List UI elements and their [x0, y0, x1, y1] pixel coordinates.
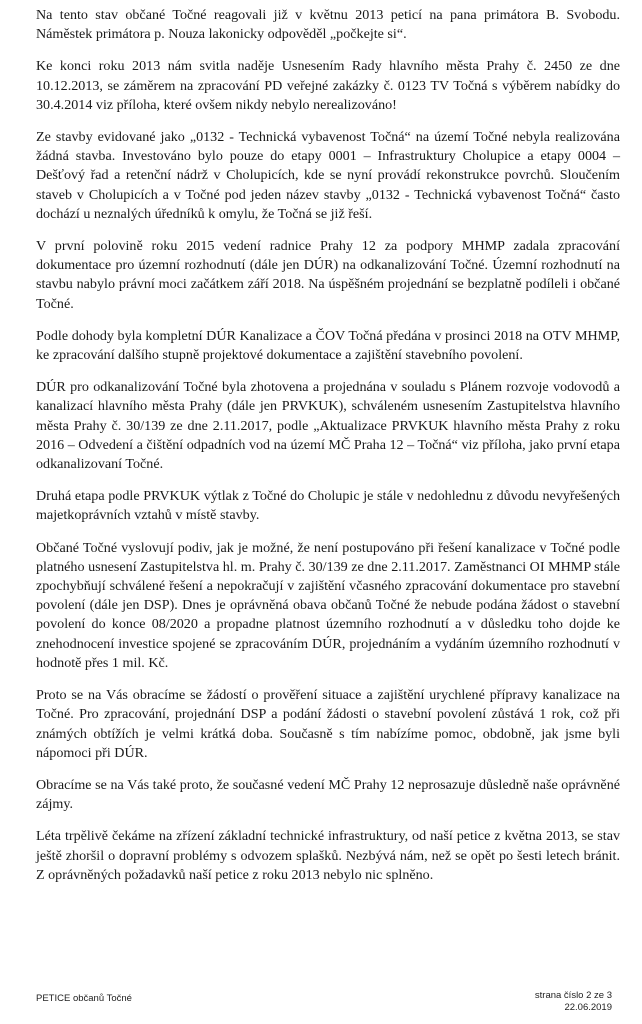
footer-page-number: strana číslo 2 ze 3	[534, 990, 612, 1001]
paragraph-second-stage: Druhá etapa podle PRVKUK výtlak z Točné do Cholupic je stále v nedohlednu z důvodu nevyřešených majetkoprávních vztahů v místě stavby.	[36, 488, 620, 524]
paragraph-prvkuk: DÚR pro odkanalizování Točné byla zhotovena a projednána v souladu s Plánem rozvoje vodovodů a kanalizací hlavního města Prahy (dále jen PRVKUK), schváleném usnesením Zastupitelstva hlavního města Prahy č. 30/139 ze dne 2.11.2017, podle „Aktualizace PRVKUK hlavního města Prahy z roku 2016 – Odvedení a čištění odpadních vod na území MČ Praha 12 – Točná“ viz příloha, jako první etapa odkanalizovaní Točné.	[36, 379, 620, 473]
paragraph-construction-0132: Ze stavby evidované jako „0132 - Technická vybavenost Točná“ na území Točné nebyla realizována žádná stavba. Investováno bylo pouze do etapy 0001 – Infrastruktury Cholupice a etapy 0004 – Dešťový řad a retenční nádrž v Cholupicích, kde se nyní provádí rekonstrukce povrchů. Sloučením staveb v Cholupicích a v Točné pod jeden název stavby „0132 - Technická vybavenost Točná“ často dochází u neznalých úředníků k omylu, že Točná se již řeší.	[36, 129, 620, 222]
paragraph-district-leadership: Obracíme se na Vás také proto, že současné vedení MČ Prahy 12 neprosazuje důsledně naše oprávněné zájmy.	[36, 776, 620, 813]
paragraph-dur-handover: Podle dohody byla kompletní DÚR Kanalizace a ČOV Točná předána v prosinci 2018 na OTV MHMP, ke zpracování dalšího stupně projektové dokumentace a zajištění stavebního povolení.	[36, 327, 620, 364]
paragraph-request: Proto se na Vás obracíme se žádostí o prověření situace a zajištění urychlené přípravy kanalizace na Točné. Pro zpracování, projednání DSP a podání žádosti o stavební povolení zůstává 1 rok, což při známých obtížích je velmi krátká doba. Současně s tím nabízíme pomoc, obdobně, jak jsme byli nápomoci při DÚR.	[36, 687, 620, 761]
footer-page-info	[535, 990, 612, 1014]
footer-petition-label: PETICE občanů Točné	[36, 993, 132, 1004]
paragraph-citizens-concern: Občané Točné vyslovují podiv, jak je možné, že není postupováno při řešení kanalizace v Točné podle platného usnesení Zastupitelstva hl. m. Prahy č. 30/139 ze dne 2.11.2017. Zaměstnanci OI MHMP stále zpochybňují schválené řešení a nepokračují v zajištění včasného zpracování dokumentace pro stavební povolení (dále jen DSP). Dnes je oprávněná obava občanů Točné že nebude podána žádost o stavební povolení do konce 08/2020 a propadne platnost územního rozhodnutí a v důsledku toho dojde ke znehodnocení investice spojené se zpracováním DÚR, projednáním a vydáním územního rozhodnutí v hodnotě přes 1 mil. Kč.	[36, 539, 620, 671]
paragraph-council-resolution: Ke konci roku 2013 nám svitla naděje Usnesením Rady hlavního města Prahy č. 2450 ze dne 10.12.2013, se záměrem na zpracování PD veřejné zakázky č. 0123 TV Točná s výběrem nabídky do 30.4.2014 viz příloha, které ovšem nikdy nebylo nerealizováno!	[36, 58, 620, 113]
paragraph-dur-2015: V první polovině roku 2015 vedení radnice Prahy 12 za podpory MHMP zadala zpracování dokumentace pro územní rozhodnutí (dále jen DÚR) na odkanalizování Točné. Územní rozhodnutí na stavbu nabylo právní moci začátkem září 2018. Na úspěšném projednání se bezplatně podíleli i občané Točné.	[36, 238, 620, 312]
footer-date: 22.06.2019	[564, 1002, 612, 1013]
paragraph-conclusion: Léta trpělivě čekáme na zřízení základní technické infrastruktury, od naší petice z května 2013, se stav ještě zhoršil o dopravní problémy s odvozem splašků. Nezbývá nám, než se opět po šesti letech bránit. Z oprávněných požadavků naší petice z roku 2013 nebylo nic splněno.	[36, 828, 620, 883]
document-body	[36, 6, 620, 898]
paragraph-petition-2013: Na tento stav občané Točné reagovali již v květnu 2013 peticí na pana primátora B. Svobodu. Náměstek primátora p. Nouza lakonicky odpověděl „počkejte si“.	[36, 7, 620, 43]
